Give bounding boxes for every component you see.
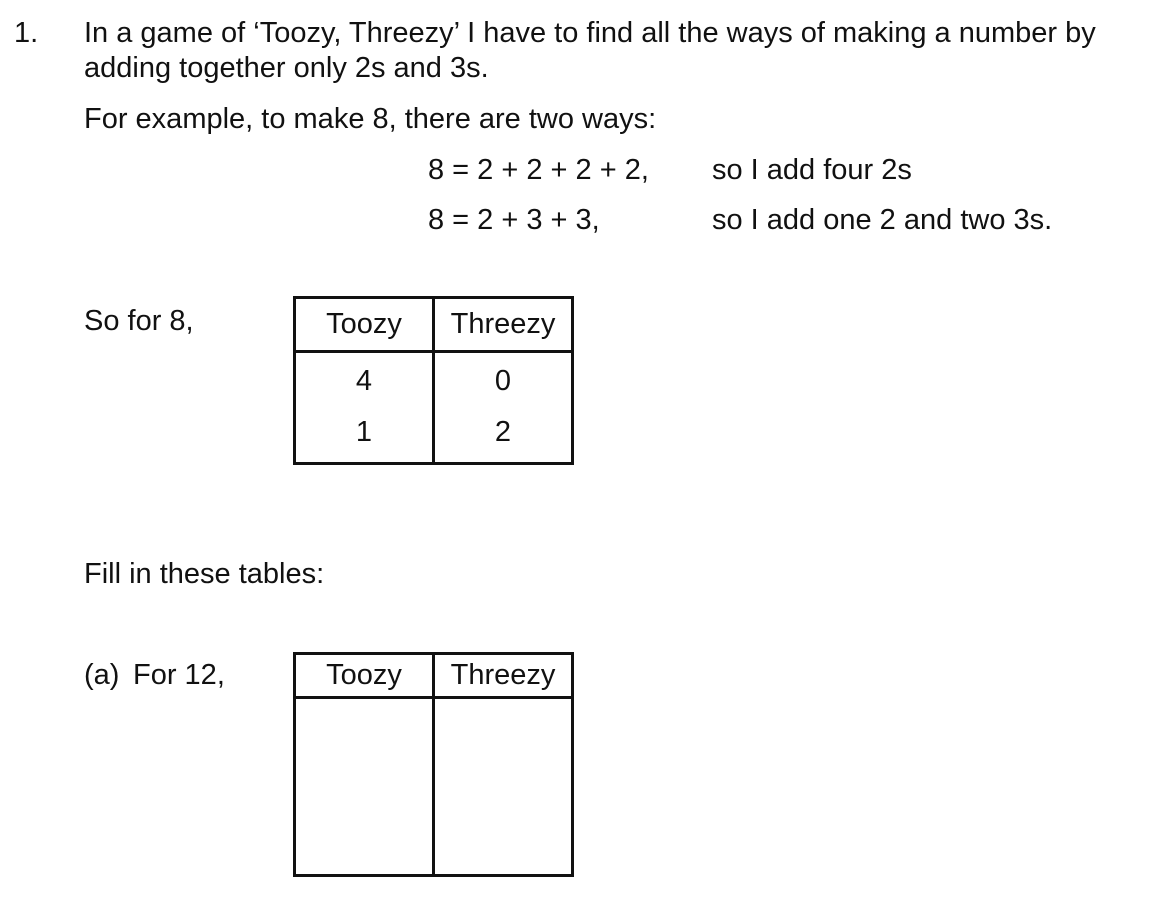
example-table-cell: 2: [434, 408, 573, 464]
so-for-label: So for 8,: [84, 305, 194, 337]
example-explanation-1: so I add four 2s: [712, 154, 912, 186]
part-a-label: (a): [84, 659, 120, 691]
table-row: [295, 698, 573, 876]
answer-cell-threezy[interactable]: [434, 698, 573, 876]
example-equation-1: 8 = 2 + 2 + 2 + 2,: [428, 154, 649, 186]
table-row: [295, 352, 573, 408]
table-row: [295, 408, 573, 464]
example-table-header-threezy: Threezy: [434, 298, 573, 352]
fill-instruction: Fill in these tables:: [84, 558, 325, 590]
example-table-header-toozy: Toozy: [295, 298, 434, 352]
answer-table-header-toozy: Toozy: [295, 654, 434, 698]
example-table-cell: 1: [295, 408, 434, 464]
example-equation-2: 8 = 2 + 3 + 3,: [428, 204, 600, 236]
example-table-cell: 0: [434, 352, 573, 408]
part-a-text: For 12,: [133, 659, 225, 691]
intro-line-2: adding together only 2s and 3s.: [84, 52, 489, 84]
answer-table-header-threezy: Threezy: [434, 654, 573, 698]
example-explanation-2: so I add one 2 and two 3s.: [712, 204, 1053, 236]
question-number: 1.: [14, 17, 39, 49]
answer-table-12: [293, 652, 574, 877]
example-table-cell: 4: [295, 352, 434, 408]
intro-line-1: In a game of ‘Toozy, Threezy’ I have to find all the ways of making a number by: [84, 17, 1096, 49]
example-table: [293, 296, 574, 465]
example-intro: For example, to make 8, there are two ways:: [84, 103, 657, 135]
answer-cell-toozy[interactable]: [295, 698, 434, 876]
